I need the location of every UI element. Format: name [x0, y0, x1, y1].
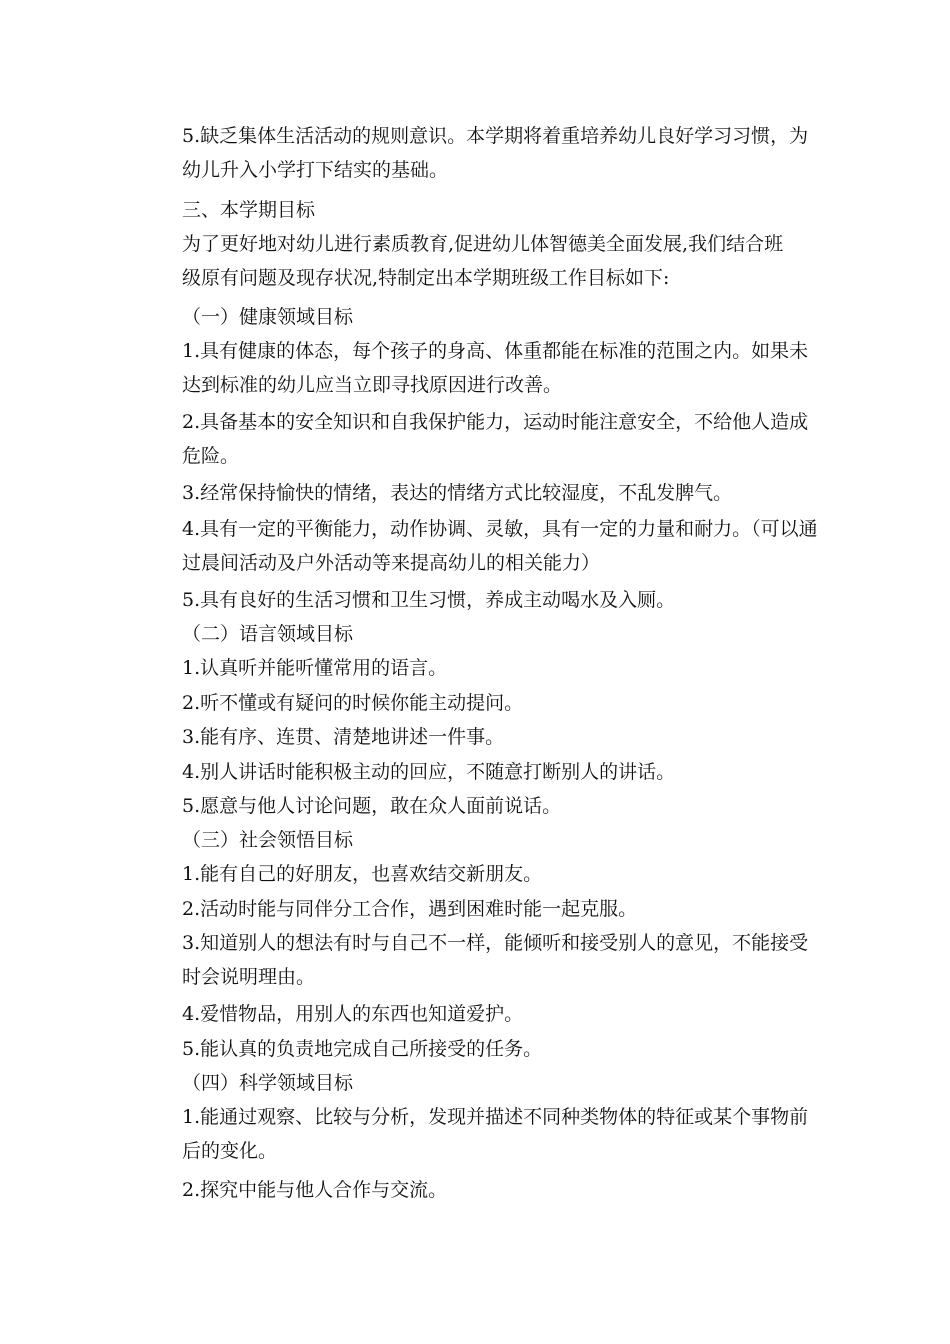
text-line: 4.具有一定的平衡能力，动作协调、灵敏，具有一定的力量和耐力。（可以通: [182, 518, 818, 540]
paragraph: [144, 755, 808, 789]
text-line: 3.能有序、连贯、清楚地讲述一件事。: [182, 726, 505, 748]
subsection-heading: [144, 300, 808, 334]
text-line: 三、本学期目标: [182, 199, 316, 221]
paragraph: [144, 720, 808, 754]
paragraph: [144, 1032, 808, 1066]
paragraph: [144, 686, 808, 720]
text-line: 达到标准的幼儿应当立即寻找原因进行改善。: [182, 374, 563, 396]
paragraph: [144, 334, 808, 402]
paragraph: [144, 651, 808, 685]
text-line: 危险。: [182, 445, 240, 467]
paragraph: [144, 892, 808, 926]
text-line: 4.爱惜物品，用别人的东西也知道爱护。: [182, 1003, 524, 1025]
text-line: 时会说明理由。: [182, 966, 316, 988]
text-line: 5.具有良好的生活习惯和卫生习惯，养成主动喝水及入厕。: [182, 589, 676, 611]
paragraph: [144, 789, 808, 823]
text-line: 1.具有健康的体态，每个孩子的身高、体重都能在标准的范围之内。如果未: [182, 340, 809, 362]
text-line: 5.能认真的负责地完成自己所接受的任务。: [182, 1038, 543, 1060]
paragraph: [144, 1100, 808, 1168]
text-line: 3.知道别人的想法有时与自己不一样，能倾听和接受别人的意见，不能接受: [182, 932, 809, 954]
text-line: 2.听不懂或有疑问的时候你能主动提问。: [182, 692, 524, 714]
subsection-heading: [144, 1066, 808, 1100]
paragraph: [144, 119, 808, 187]
text-line: 级原有问题及现存状况,特制定出本学期班级工作目标如下:: [182, 267, 670, 289]
paragraph: [144, 1173, 808, 1207]
text-line: 1.认真听并能听懂常用的语言。: [182, 657, 448, 679]
paragraph: [144, 997, 808, 1031]
paragraph: [144, 227, 808, 295]
text-line: 5.愿意与他人讨论问题，敢在众人面前说话。: [182, 795, 562, 817]
section-heading: [144, 193, 808, 227]
paragraph: [144, 476, 808, 510]
text-line: 过晨间活动及户外活动等来提高幼儿的相关能力）: [182, 552, 601, 574]
text-line: （二）语言领域目标: [182, 623, 354, 645]
text-line: 3.经常保持愉快的情绪，表达的情绪方式比较湿度，不乱发脾气。: [182, 482, 733, 504]
subsection-heading: [144, 617, 808, 651]
text-line: 2.探究中能与他人合作与交流。: [182, 1179, 448, 1201]
text-line: 1.能有自己的好朋友，也喜欢结交新朋友。: [182, 863, 543, 885]
text-line: 2.活动时能与同伴分工合作，遇到困难时能一起克服。: [182, 898, 638, 920]
paragraph: [144, 583, 808, 617]
text-line: （四）科学领域目标: [182, 1072, 354, 1094]
text-line: 1.能通过观察、比较与分析，发现并描述不同种类物体的特征或某个事物前: [182, 1106, 809, 1128]
text-line: 5.缺乏集体生活活动的规则意识。本学期将着重培养幼儿良好学习习惯，为: [182, 125, 809, 147]
subsection-heading: [144, 823, 808, 857]
text-line: 4.别人讲话时能积极主动的回应，不随意打断别人的讲话。: [182, 761, 676, 783]
paragraph: [144, 405, 808, 473]
text-line: （三）社会领悟目标: [182, 829, 354, 851]
paragraph: [144, 512, 818, 580]
text-line: 幼儿升入小学打下结实的基础。: [182, 159, 449, 181]
text-line: 2.具备基本的安全知识和自我保护能力，运动时能注意安全，不给他人造成: [182, 411, 809, 433]
text-line: （一）健康领域目标: [182, 306, 354, 328]
paragraph: [144, 926, 808, 994]
text-line: 为了更好地对幼儿进行素质教育,促进幼儿体智德美全面发展,我们结合班: [182, 233, 784, 255]
paragraph: [144, 857, 808, 891]
text-line: 后的变化。: [182, 1140, 278, 1162]
